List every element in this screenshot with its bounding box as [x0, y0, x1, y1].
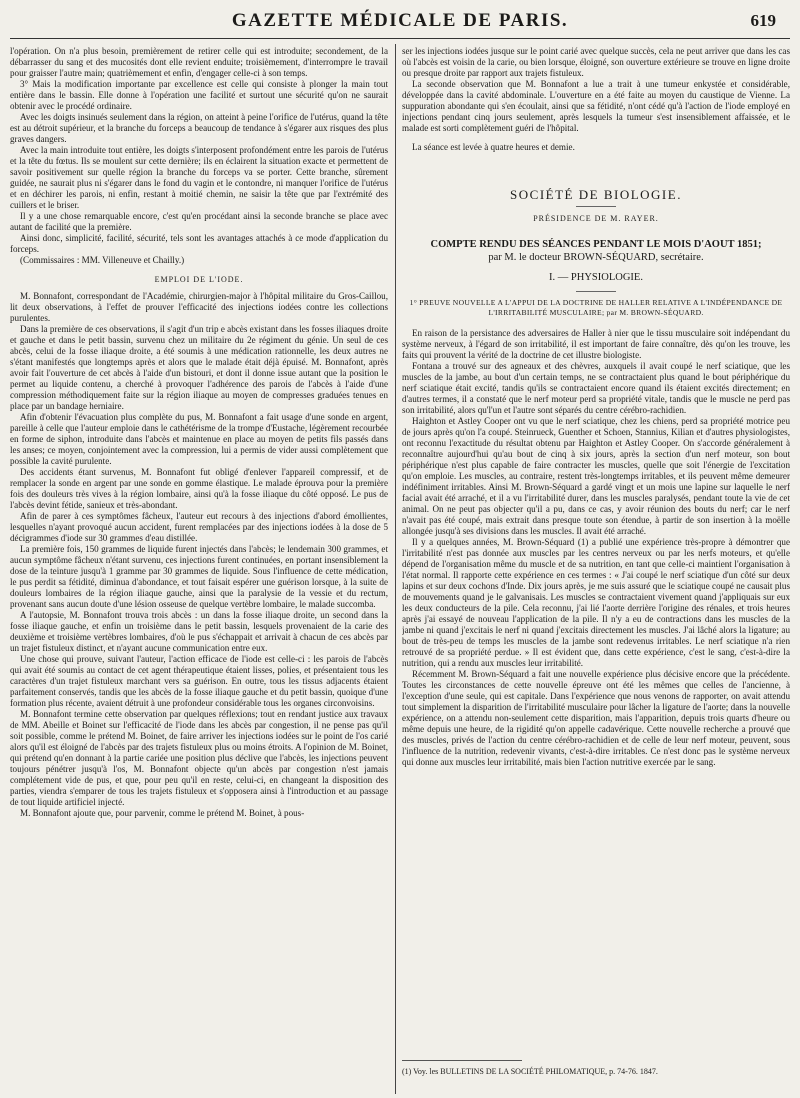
left-column	[10, 46, 388, 1091]
section-heading-iode: EMPLOI DE L'IODE.	[154, 275, 244, 284]
paragraph: 3° Mais la modification importante par excellence est celle qui consiste à plonger la main tout entière dans le bassin. Elle donne à l'opération une facilité et surtout une sécurité qu'on ne saurait obtenir avec le procédé ordinaire.	[10, 79, 388, 111]
section-physiologie: I. — PHYSIOLOGIE.	[549, 272, 643, 283]
paragraph: Il y a une chose remarquable encore, c'est qu'en procédant ainsi la seconde branche se place avec autant de facilité que la première.	[10, 211, 388, 232]
journal-title: GAZETTE MÉDICALE DE PARIS.	[231, 10, 569, 31]
page-number: 619	[750, 11, 776, 30]
divider	[576, 291, 616, 292]
paragraph: En raison de la persistance des adversaires de Haller à nier que le tissu musculaire soit indépendant du système nerveux, à l'égard de son irritabilité, il est important de faire connaître, dès qu'on les trouve, les faits qui prouvent la vérité de la doctrine de cet illustre biologiste.	[402, 328, 790, 360]
compte-rendu-line-1: COMPTE RENDU DES SÉANCES PENDANT LE MOIS D'AOUT 1851;	[430, 239, 762, 250]
paragraph: Récemment M. Brown-Séquard a fait une nouvelle expérience plus décisive encore que la précédente. Toutes les circonstances de cette nouvelle épreuve ont été les mêmes que celles de l'ancienne, à l'exception d'une seule, qui est capitale. Dans l'expérience que nous venons de rapporter, on avait attendu tout simplement la disparition de l'irritabilité musculaire pour lâcher la ligature de l'aorte; dans la nouvelle expérience, on a attendu non-seulement cette disparition, mais l'apparition, depuis trois quarts d'heure ou même depuis une heure, de la rigidité qu'on appelle cadavérique. Cette nouvelle recherche a prouvé que des muscles, privés de l'action du centre cérébro-rachidien et de celle de leur nerf moteur, peuvent, sous l'influence de la nutrition, redevenir vivants, c'est-à-dire irritables. Ce n'est donc pas le système nerveux qui donne aux muscles leur irritabilité, mais bien l'action nutritive exercée par le sang.	[402, 669, 790, 767]
paragraph: Ainsi donc, simplicité, facilité, sécurité, tels sont les avantages attachés à ce mode d'application du forceps.	[10, 233, 388, 254]
compte-rendu-line-2: par M. le docteur BROWN-SÉQUARD, secrétaire.	[488, 252, 704, 263]
section-heading-biologie: SOCIÉTÉ DE BIOLOGIE.	[510, 187, 682, 202]
article-subheading: 1° PREUVE NOUVELLE A L'APPUI DE LA DOCTRINE DE HALLER RELATIVE A L'INDÉPENDANCE DE L'IRRITABILITÉ MUSCULAIRE; par M. BROWN-SÉQUARD.	[409, 298, 783, 317]
column-divider	[395, 44, 396, 1094]
paragraph: La seconde observation que M. Bonnafont a lue a trait à une tumeur enkystée et considérable, développée dans la cavité abdominale. L'ouverture en a été faite au moyen du caustique de Vienne. La suppuration abondante qui s'en écoulait, ainsi que sa fétidité, n'ont cédé qu'à l'action de l'iode employé en injections pendant cinq jours seulement, après lesquels la tumeur s'est insensiblement affaissée, et le malade est sorti complètement guéri de l'hôpital.	[402, 79, 790, 133]
page-header	[0, 0, 800, 40]
paragraph: M. Bonnafont termine cette observation par quelques réflexions; tout en rendant justice aux travaux de MM. Abeille et Boinet sur l'efficacité de l'iode dans les abcès par congestion, il ne pense pas qu'il soit possible, comme le prétend M. Boinet, de faire arriver les injections iodées sur le point de l'os carié alors qu'il est éloigné de l'abcès par des trajets fistuleux plus ou moins étroits. A l'opinion de M. Boinet, qui prétend qu'en donnant à la partie cariée une position plus déclive que l'abcès, les injections peuvent toujours pénétrer jusqu'à l'os, M. Bonnafont objecte qu'un abcès par congestion n'est jamais complétement vide de pus, et que, pour peu qu'il en reste, celui-ci, en changeant la disposition des parties, viendra s'emparer de tous les trajets fistuleux et s'opposera ainsi à l'introduction et au passage de tout liquide artificiel injecté.	[10, 709, 388, 807]
footnote-text: (1) Voy. les BULLETINS DE LA SOCIÉTÉ PHILOMATIQUE, p. 74-76. 1847.	[402, 1067, 658, 1076]
paragraph: Avec les doigts insinués seulement dans la région, on atteint à peine l'orifice de l'utérus, quand la tête est au détroit supérieur, et la branche du forceps a beaucoup de tendance à s'égarer aux risques des plus graves dangers.	[10, 112, 388, 144]
paragraph: Des accidents étant survenus, M. Bonnafont fut obligé d'enlever l'appareil compressif, et de remplacer la sonde en argent par une sonde en gomme élastique. Le malade éprouva pour la première fois des douleurs très vives à la région lombaire, ainsi qu'à la fosse iliaque du côté opposé. Le pus de l'abcès devint fétide, sanieux et très-abondant.	[10, 467, 388, 510]
paragraph: ser les injections iodées jusque sur le point carié avec quelque succès, cela ne peut arriver que dans les cas où l'abcès est voisin de la carie, ou bien lorsque, éloigné, son ouverture extérieure se trouve en ligne droite ou presque droite par rapport aux trajets fistuleux.	[402, 46, 790, 78]
paragraph: M. Bonnafont ajoute que, pour parvenir, comme le prétend M. Boinet, à pous-	[20, 808, 305, 818]
paragraph: A l'autopsie, M. Bonnafont trouva trois abcès : un dans la fosse iliaque droite, un second dans la fosse iliaque gauche, et enfin un troisième dans le petit bassin, lesquels provenaient de la carie des deuxième et troisième vertèbres lombaires, d'où le pus s'échappait et arrivait à chacun de ces abcès par un trajet fistuleux distinct, et n'ayant aucune communication entre eux.	[10, 610, 388, 653]
header-rule	[10, 38, 790, 39]
paragraph: Une chose qui prouve, suivant l'auteur, l'action efficace de l'iode est celle-ci : les parois de l'abcès qui avait été soumis au contact de cet agent thérapeutique étaient lisses, polies, et présentaient tous les caractères d'un trajet fistuleux marchant vers sa guérison. En outre, tous les tissus adjacents étaient parfaitement conservés, tandis que les abcès de la fosse iliaque gauche et du petit bassin, quoique d'une formation plus récente, avaient détruit à une profondeur considérable tous les organes circonvoisins.	[10, 654, 388, 708]
paragraph: Afin d'obtenir l'évacuation plus complète du pus, M. Bonnafont a fait usage d'une sonde en argent, pareille à celle que l'auteur emploie dans le cathétérisme de la trompe d'Eustache, légèrement recourbée en forme de siphon, introduite dans l'abcès et maintenue en place au moyen de petits fils passés dans les anses; ce moyen, conjointement avec la compression, lui a permis de vider aussi complètement que possible la cavité purulente.	[10, 412, 388, 466]
paragraph: Afin de parer à ces symptômes fâcheux, l'auteur eut recours à des injections d'abord émollientes, lesquelles n'ayant provoqué aucun accident, furent remplacées par des injections iodées à la dose de 5 décigrammes d'iode sur 30 grammes d'eau distillée.	[10, 511, 388, 543]
presidence-line: PRÉSIDENCE DE M. RAYER.	[533, 214, 659, 223]
footnote-rule	[402, 1060, 522, 1061]
paragraph: Avec la main introduite tout entière, les doigts s'interposent profondément entre les parois de l'utérus et la tête du fœtus. Ils se moulent sur cette dernière; ils en éclairent la situation exacte et permettent de savoir positivement sur quelle région la branche du forceps va se porter. Cette branche, sûrement guidée, ne saurait plus ni s'égarer dans le fond du vagin et le contondre, ni manquer l'orifice de l'utérus et en déchirer les parois, ni enfin, restant à moitié chemin, ne saisir la tête que par l'extrémité des cuillers et le briser.	[10, 145, 388, 210]
paragraph: Il y a quelques années, M. Brown-Séquard (1) a publié une expérience très-propre à démontrer que l'irritabilité n'est pas donnée aux muscles par les centres nerveux ou par les nerfs moteurs, et qu'elle dépend de l'organisation même du muscle et de sa nutrition, en tant que celle-ci maintient l'organisation à l'état normal. Il rapporte cette expérience en ces termes : « J'ai coupé le nerf sciatique d'un côté sur deux lapins et sur deux cochons d'Inde. Dix jours après, je me suis assuré que le sciatique coupé ne causait plus de mouvements quand je le galvanisais. Les muscles se contractaient vivement quand j'appliquais sur eux les deux conducteurs de la pile. Cela reconnu, j'ai lié l'aorte derrière l'origine des rénales, et trois heures après j'ai essayé de nouveau l'application de la pile. Il n'y a eu de contractions dans les muscles de la jambe ni quand j'excitais le nerf ni quand j'excitais directement les muscles. J'ai lâché alors la ligature; au bout de très-peu de temps les muscles de la jambe sont redevenus irritables. Le nerf sciatique n'a rien retrouvé de sa propriété perdue. » Il est évident que, dans cette expérience, c'est le sang, c'est-à-dire la nutrition, qui a rendu aux muscles leur irritabilité.	[402, 537, 790, 668]
paragraph: (Commissaires : MM. Villeneuve et Chailly.)	[20, 255, 185, 265]
paragraph: La première fois, 150 grammes de liquide furent injectés dans l'abcès; le lendemain 300 grammes, et aucun symptôme fâcheux n'étant survenu, ces injections furent continuées, en portant insensiblement la dose de la teinture jusqu'à 1 gramme par 30 grammes de liquide. Sous l'influence de cette médication, le pus perdit sa fétidité, diminua d'abondance, et tout faisait espérer une guérison lorsque, à la suite de douleurs lombaires de la région iliaque gauche, ainsi que la paralysie de la vessie et du rectum, provenant sans aucun doute d'une lésion osseuse de quelque vertèbre lombaire, le malade succomba.	[10, 544, 388, 609]
right-column	[402, 46, 790, 1051]
paragraph: Haighton et Astley Cooper ont vu que le nerf sciatique, chez les chiens, perd sa propriété motrice peu de jours après qu'on l'a coupé. Steinrueck, Guenther et Schoen, Stannius, Kilian et d'autres physiologistes, ont reconnu l'exactitude du résultat obtenu par Haighton et Astley Cooper. On s'accorde généralement à reconnaître aujourd'hui qu'au bout de cinq à six jours, après la section d'un nerf moteur, son bout périphérique n'est plus capable de faire contracter les muscles, quelle que soit l'énergie de l'excitation qu'on emploie. Les muscles, au contraire, restent très-longtemps irritables, et ils peuvent même demeurer indéfiniment irritables. Ainsi M. Brown-Séquard a gardé vingt et un mois une lapine sur laquelle le nerf facial avait été arraché, et il a vu l'irritabilité durer, dans les muscles paralysés, pendant toute la vie de cet animal. On ne peut pas objecter qu'il a pu, dans ce cas, y avoir réunion des bouts du nerf; car le nerf n'avait pas été coupé, mais extrait dans presque toute son étendue, à partir de son insertion à la moëlle allongée jusqu'à ses divisions dans les muscles. Il avait été arraché.	[402, 416, 790, 536]
footnote	[402, 1060, 790, 1076]
paragraph: Dans la première de ces observations, il s'agit d'un trip e abcès existant dans les fosses iliaques droite et gauche et dans le petit bassin, survenu chez un militaire du 2e régiment du génie. Un seul de ces abcès, celui de la fosse iliaque droite, a été soumis à une médication rationnelle, les deux autres ne s'étant manifestés que longtemps après et alors que le malade était déjà épuisé. M. Bonnafont, après avoir fait l'ouverture de cet abcès à l'aide d'un bistouri, et dont il donne issue autant que la position le permet au liquide contenu, a cherché à provoquer l'adhérence des parois de l'abcès à l'aide d'une compression méthodiquement faite sur la région iliaque au moyen de compresses graduées tenues en place par un bandage herniaire.	[10, 324, 388, 411]
paragraph: M. Bonnafont, correspondant de l'Académie, chirurgien-major à l'hôpital militaire du Gros-Caillou, lit deux observations, à l'effet de prouver l'efficacité des injections iodées contre les collections purulentes.	[10, 291, 388, 323]
paragraph: l'opération. On n'a plus besoin, premièrement de retirer celle qui est introduite; secondement, de la débarrasser du sang et des mucosités dont elle revient enduite; troisièmement, d'interrompre le travail pour graisser l'autre main; quatrièmement et enfin, d'engager celle-ci à son temps.	[10, 46, 388, 78]
compte-rendu-title	[402, 238, 790, 264]
divider	[576, 206, 616, 207]
paragraph: La séance est levée à quatre heures et demie.	[412, 142, 575, 152]
paragraph: Fontana a trouvé sur des agneaux et des chèvres, auxquels il avait coupé le nerf sciatique, que les muscles de la jambe, au bout d'un certain temps, ne se contractaient plus quand le bout périphérique du nerf sciatique était excité, tandis qu'ils se contractaient encore quand ils étaient excités directement; en d'autres termes, il a constaté que le nerf moteur perd sa propriété vitale, tandis que le muscle ne perd pas son irritabilité, alors qu'l'un et l'autre sont séparés du centre cérébro-rachidien.	[402, 361, 790, 415]
